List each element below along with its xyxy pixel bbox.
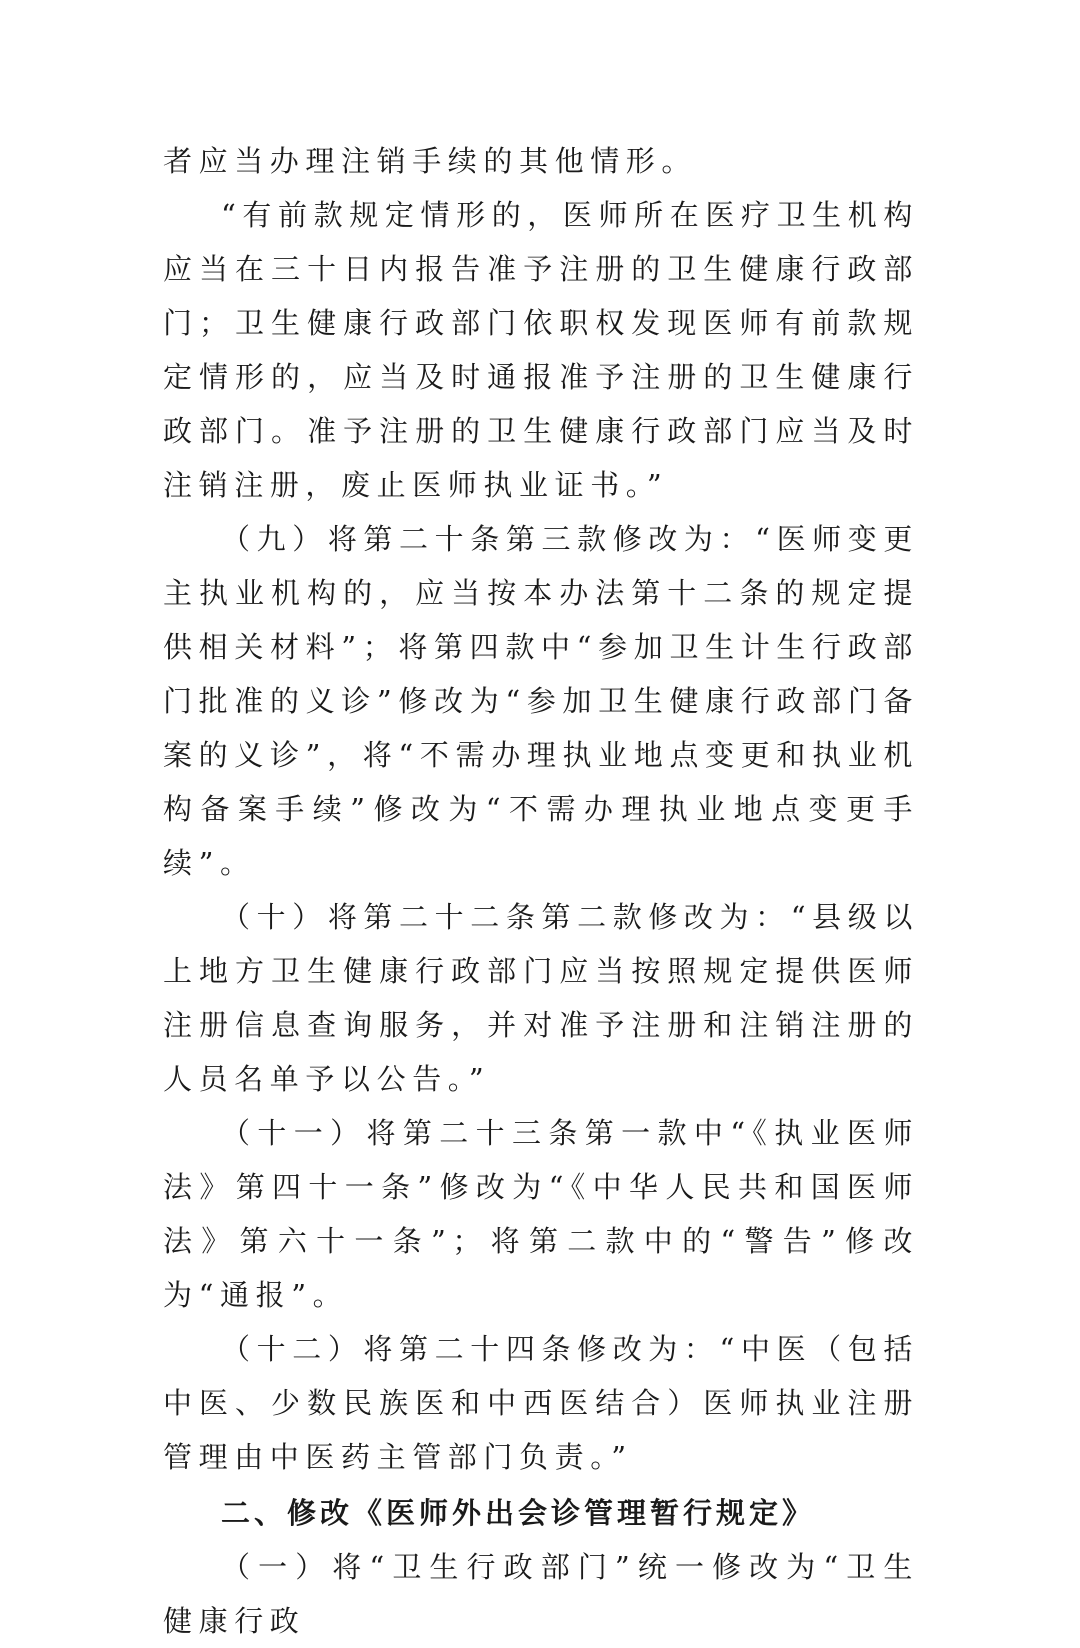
paragraph-notification-clause: “有前款规定情形的，医师所在医疗卫生机构应当在三十日内报告准予注册的卫生健康行政部门；卫生健康行政部门依职权发现医师有前款规定情形的，应当及时通报准予注册的卫生健康行政部门。准予注册的卫生健康行政部门应当及时注销注册，废止医师执业证书。” [163, 198, 919, 502]
document-body [163, 134, 919, 1648]
paragraph-item-10: （十）将第二十二条第二款修改为：“县级以上地方卫生健康行政部门应当按照规定提供医师注册信息查询服务，并对准予注册和注销注册的人员名单予以公告。” [163, 900, 919, 1096]
paragraph-item-11: （十一）将第二十三条第一款中“《执业医师法》第四十一条”修改为“《中华人民共和国医师法》第六十一条”；将第二款中的“警告”修改为“通报”。 [163, 1116, 919, 1312]
paragraph-section-2-item-1: （一）将“卫生行政部门”统一修改为“卫生健康行政 [163, 1550, 919, 1638]
paragraph-continuation: 者应当办理注销手续的其他情形。 [163, 144, 698, 178]
paragraph-item-12: （十二）将第二十四条修改为：“中医（包括中医、少数民族医和中西医结合）医师执业注册管理由中医药主管部门负责。” [163, 1332, 919, 1474]
section-heading: 二、修改《医师外出会诊管理暂行规定》 [221, 1496, 816, 1530]
paragraph-item-9: （九）将第二十条第三款修改为：“医师变更主执业机构的，应当按本办法第十二条的规定提供相关材料”；将第四款中“参加卫生计生行政部门批准的义诊”修改为“参加卫生健康行政部门备案的义诊”，将“不需办理执业地点变更和执业机构备案手续”修改为“不需办理执业地点变更手续”。 [163, 522, 919, 880]
